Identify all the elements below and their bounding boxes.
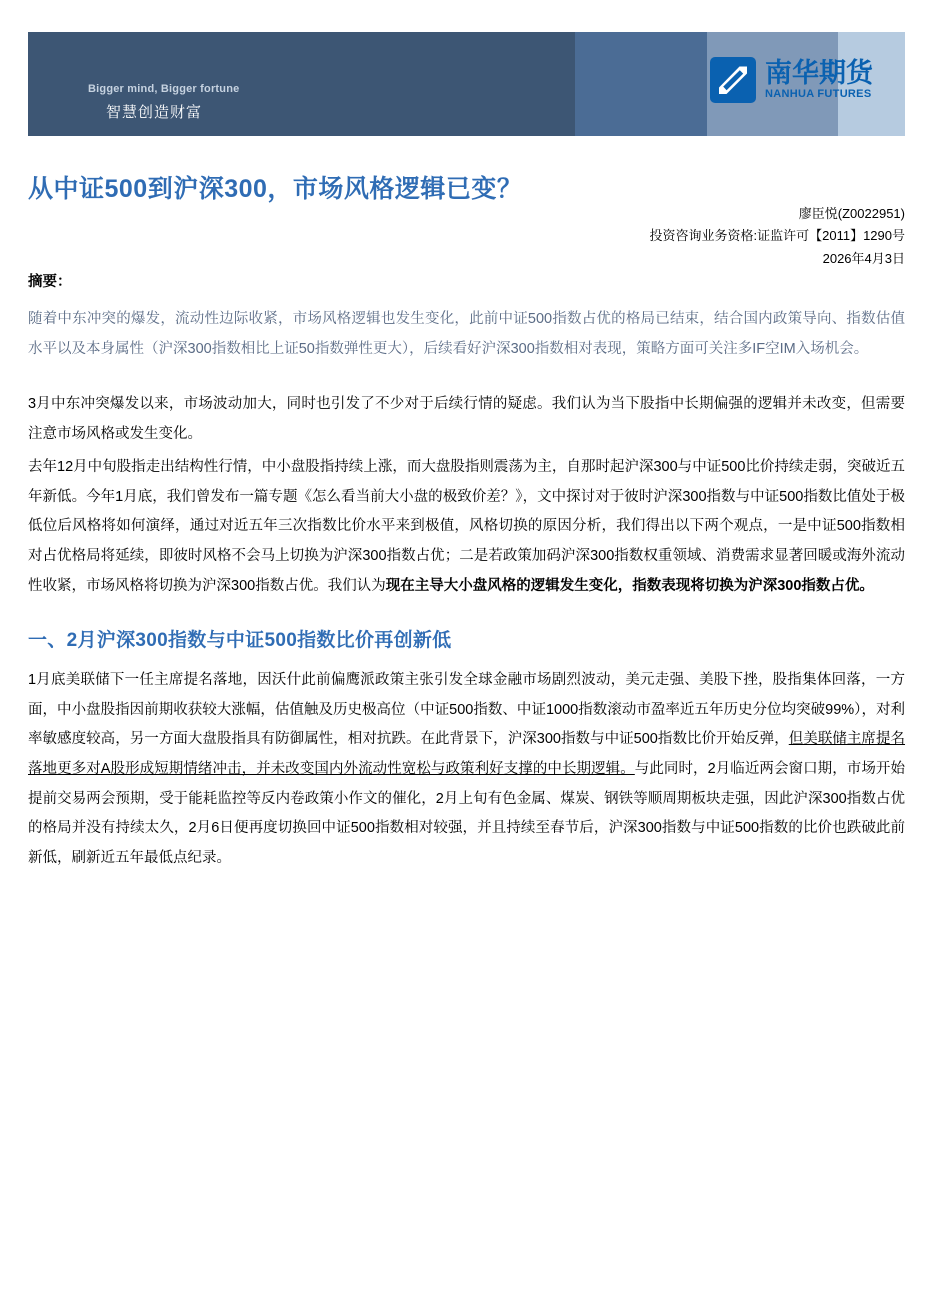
section-1-text-a: 1月底美联储下一任主席提名落地，因沃什此前偏鹰派政策主张引发全球金融市场剧烈波动，美元走强、美股下挫，股指集体回落，一方面，中小盘股指因前期收获较大涨幅，估值触及历史极高位（中证500指数、中证1000指数滚动市盈率近五年历史分位均突破99%），对利率敏感度较高，另一方面大盘股指具有防御属性，相对抗跌。在此背景下，沪深300指数与中证500指数比价开始反弹， xyxy=(28,672,905,748)
body-paragraph-2 xyxy=(28,453,905,601)
paragraph-2-emphasis: 现在主导大小盘风格的逻辑发生变化，指数表现将切换为沪深300指数占优。 xyxy=(385,577,874,594)
banner-band-1 xyxy=(28,32,575,136)
document-body xyxy=(28,270,905,877)
banner-band-2 xyxy=(575,32,707,136)
logo-name-cn: 南华期货 xyxy=(765,58,873,88)
body-paragraph-1: 3月中东冲突爆发以来，市场波动加大，同时也引发了不少对于后续行情的疑虑。我们认为当下股指中长期偏强的逻辑并未改变，但需要注意市场风格或发生变化。 xyxy=(28,396,905,442)
nanhua-logo-icon xyxy=(710,57,756,103)
abstract-text: 随着中东冲突的爆发，流动性边际收紧，市场风格逻辑也发生变化，此前中证500指数占优的格局已结束，结合国内政策导向、指数估值水平以及本身属性（沪深300指数相比上证50指数弹性更大），后续看好沪深300指数相对表现，策略方面可关注多IF空IM入场机会。 xyxy=(28,311,905,357)
section-1-text-b: 与此同时，2月临近两会窗口期，市场开始提前交易两会预期，受于能耗监控等反内卷政策小作文的催化，2月上旬有色金属、煤炭、钢铁等顺周期板块走强，因此沪深300指数占优的格局并没有持续太久，2月6日便再度切换回中证500指数相对较强，并且持续至春节后，沪深300指数与中证500指数的比价也跌破此前新低，刷新近五年最低点纪录。 xyxy=(28,760,905,866)
meta-date: 2026年4月3日 xyxy=(822,250,905,266)
section-1-paragraph xyxy=(28,666,905,873)
abstract-label: 摘要： xyxy=(28,274,72,290)
banner-slogan xyxy=(88,82,239,124)
page-title: 从中证500到沪深300，市场风格逻辑已变？ xyxy=(28,174,523,203)
section-1-underlined: 但美联储主席提名落地更多对A股形成短期情绪冲击，并未改变国内外流动性宽松与政策利好支撑的中长期逻辑。 xyxy=(28,731,906,777)
meta-author: 廖臣悦(Z0022951) xyxy=(798,206,905,221)
logo-name-en: NANHUA FUTURES xyxy=(765,88,872,100)
section-heading-1: 一、2月沪深300指数与中证500指数比价再创新低 xyxy=(28,630,452,652)
company-logo xyxy=(710,57,873,103)
document-meta xyxy=(650,203,906,270)
slogan-chinese: 智慧创造财富 xyxy=(106,103,203,121)
paragraph-2-text: 去年12月中旬股指走出结构性行情，中小盘股指持续上涨，而大盘股指则震荡为主，自那时起沪深300与中证500比价持续走弱，突破近五年新低。今年1月底，我们曾发布一篇专题《怎么看当前大小盘的极致价差？》，文中探讨对于彼时沪深300指数与中证500指数比值处于极低位后风格将如何演绎，通过对近五年三次指数比价水平来到极值，风格切换的原因分析，我们得出以下两个观点，一是中证500指数相对占优格局将延续，即彼时风格不会马上切换为沪深300指数占优；二是若政策加码沪深300指数权重领域、消费需求显著回暖或海外流动性收紧，市场风格将切换为沪深300指数占优。我们认为 xyxy=(28,459,905,594)
meta-license: 投资咨询业务资格:证监许可【2011】1290号 xyxy=(649,228,905,244)
logo-wordmark xyxy=(765,60,873,100)
slogan-english: Bigger mind, Bigger fortune xyxy=(88,83,240,95)
